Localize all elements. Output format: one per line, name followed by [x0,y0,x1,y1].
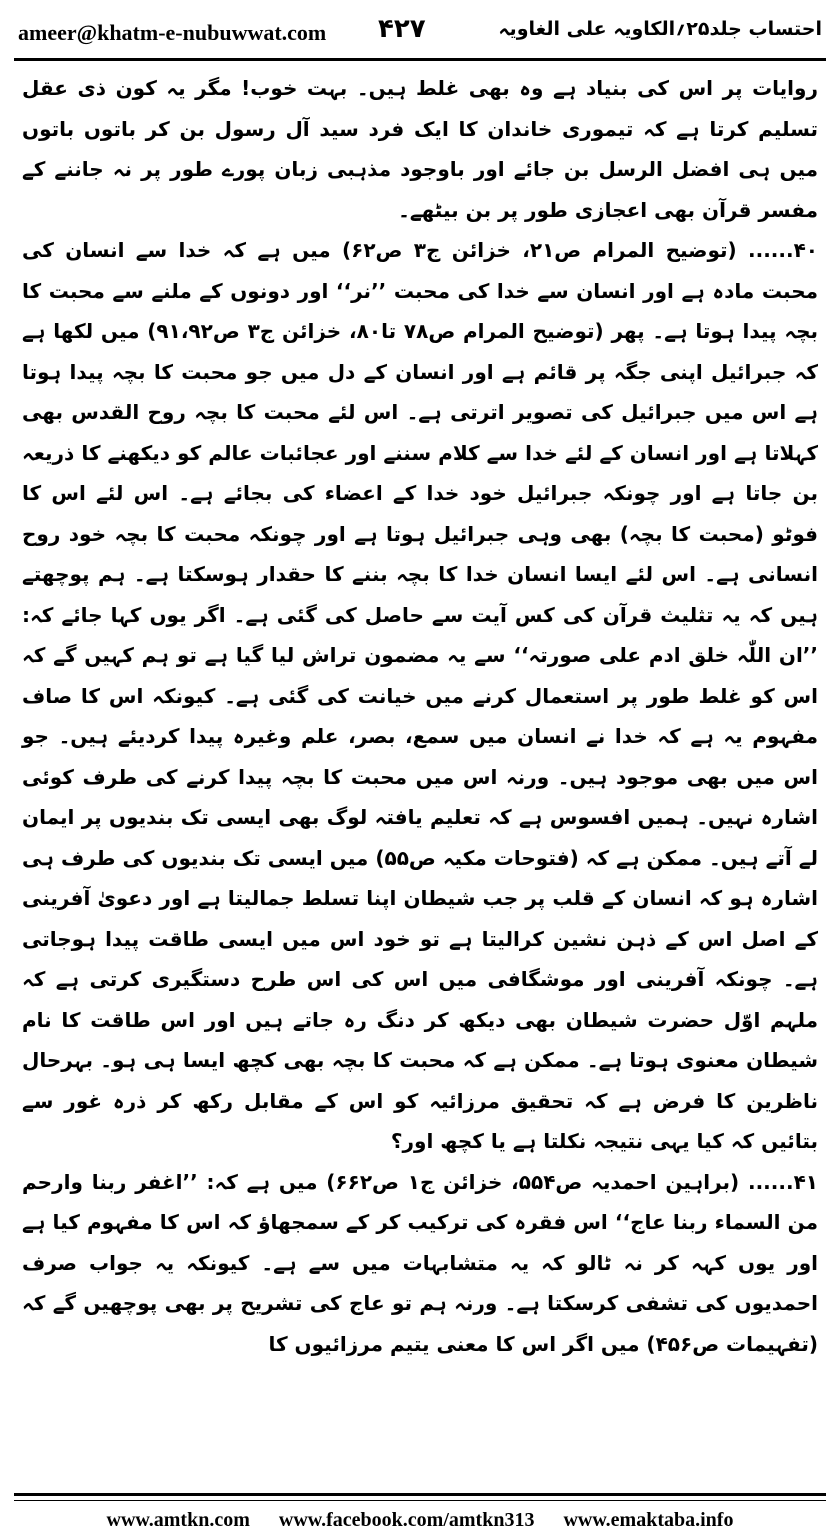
page-footer [0,1509,840,1532]
page-body [22,68,818,1480]
paragraph-1: روایات پر اس کی بنیاد ہے وہ بھی غلط ہیں۔ بہت خوب! مگر یہ کون ذی عقل تسلیم کرتا ہے کہ تیموری خاندان کا ایک فرد سید آل رسول بن کر باتوں باتوں میں ہی افضل الرسل بن جائے اور باوجود مذہبی زبان پورے طور پر نہ جاننے کے مفسر قرآن بھی اعجازی طور پر بن بیٹھے۔ [22,76,818,222]
page-number: ۴۲۷ [378,14,426,44]
paragraph-40: ۴۰...... (توضیح المرام ص۲۱، خزائن ج۳ ص۶۲) میں ہے کہ خدا سے انسان کی محبت مادہ ہے اور انسان سے خدا کی محبت ’’نر‘‘ اور دونوں کے ملنے سے محبت کا بچہ پیدا ہوتا ہے۔ پھر (توضیح المرام ص۷۸ تا۸۰، خزائن ج۳ ص۹۱،۹۲) میں لکھا ہے کہ جبرائیل اپنی جگہ پر قائم ہے اور انسان کے دل میں جو محبت کا بچہ پیدا ہوتا ہے اس میں جبرائیل کی تصویر اترتی ہے۔ اس لئے محبت کا بچہ روح القدس بھی کہلاتا ہے اور انسان کے لئے خدا سے کلام سننے اور عجائبات عالم کو دیکھنے کا ذریعہ بن جاتا ہے اور چونکہ جبرائیل خود خدا کے اعضاء کی بجائے ہے۔ اس لئے اس کا فوٹو (محبت کا بچہ) بھی وہی جبرائیل ہوتا ہے اور چونکہ محبت کا بچہ خود روح انسانی ہے۔ اس لئے ایسا انسان خدا کا بچہ بننے کا حقدار ہوسکتا ہے۔ ہم پوچھتے ہیں کہ یہ تثلیث قرآن کی کس آیت سے حاصل کی گئی ہے۔ اگر یوں کہا جائے کہ: ’’ان اللّٰہ خلق ادم علی صورتہ‘‘ سے یہ مضمون تراش لیا گیا ہے تو ہم کہیں گے کہ اس کو غلط طور پر استعمال کرنے میں خیانت کی گئی ہے۔ کیونکہ اس کا صاف مفہوم یہ ہے کہ خدا نے انسان میں سمع، بصر، علم وغیرہ پیدا کردیئے ہیں۔ جو اس میں بھی موجود ہیں۔ ورنہ اس میں محبت کا بچہ پیدا کرنے کی طرف کوئی اشارہ نہیں۔ ہمیں افسوس ہے کہ تعلیم یافتہ لوگ بھی ایسی تک بندیوں پر ایمان لے آتے ہیں۔ ممکن ہے کہ (فتوحات مکیہ ص۵۵) میں ایسی تک بندیوں کی طرف ہی اشارہ ہو کہ انسان کے قلب پر جب شیطان اپنا تسلط جمالیتا ہے اور دعویٰ آفرینی کے اصل اس کے ذہن نشین کرالیتا ہے تو خود اس میں ایسی طاقت پیدا ہوجاتی ہے۔ چونکہ آفرینی اور موشگافی میں اس کی اس طرح دستگیری کرتی ہے کہ ملہم اوّل حضرت شیطان بھی دیکھ کر دنگ رہ جاتے ہیں اور اس طاقت کا نام شیطان معنوی ہوتا ہے۔ ممکن ہے کہ محبت کا بچہ بھی کچھ ایسا ہی ہو۔ بہرحال ناظرین کا فرض ہے کہ تحقیق مرزائیہ کو اس کے مقابل رکھ کر ذرہ غور سے بتائیں کہ کیا یہی نتیجہ نکلتا ہے یا کچھ اور؟ [22,238,819,1153]
footer-link-amtkn[interactable]: www.amtkn.com [106,1509,250,1531]
header-email: ameer@khatm-e-nubuwwat.com [18,20,327,45]
footer-divider-thick [14,1493,826,1496]
paragraph-41: ۴۱...... (براہین احمدیہ ص۵۵۴، خزائن ج۱ ص۶۶۲) میں ہے کہ: ’’اغفر ربنا وارحم من السماء ربنا عاج‘‘ اس فقرہ کی ترکیب کر کے سمجھاؤ کہ اس کا مفہوم کیا ہے اور یوں کہہ کر نہ ٹالو کہ یہ متشابہات میں سے ہے۔ کیونکہ یہ جواب صرف احمدیوں کی تشفی کرسکتا ہے۔ ورنہ ہم تو عاج کی تشریح پر بھی پوچھیں گے کہ (تفہیمات ص۴۵۶) میں اگر اس کا معنی یتیم مرزائیوں کا [22,1169,818,1356]
footer-divider-thin [14,1500,826,1501]
header-divider [14,58,826,61]
footer-link-facebook[interactable]: www.facebook.com/amtkn313 [278,1509,535,1531]
page-header [18,14,822,54]
footer-link-emaktaba[interactable]: www.emaktaba.info [563,1509,734,1531]
book-title: احتساب جلد۲۵؍الکاویہ علی الغاویہ [498,18,822,40]
